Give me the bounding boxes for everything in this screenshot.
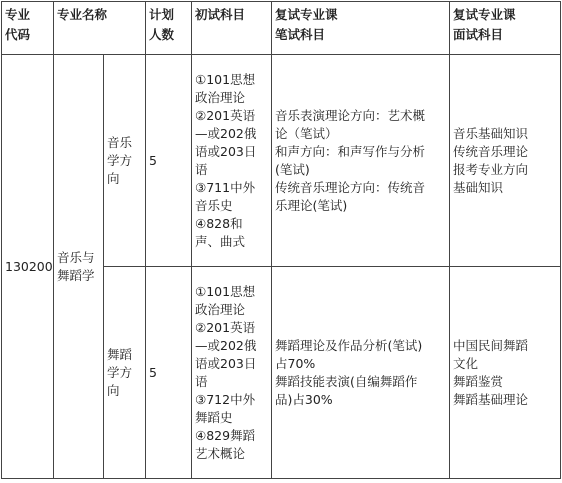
retest-written-dance: 舞蹈理论及作品分析(笔试) 占70% 舞蹈技能表演(自编舞蹈作 品)占30% (272, 267, 450, 479)
plan-count-music: 5 (146, 55, 192, 267)
retest-interview-music: 音乐基础知识 传统音乐理论 报考专业方向 基础知识 (450, 55, 561, 267)
direction-dance: 舞蹈 学方 向 (104, 267, 146, 479)
major-name-cell: 音乐与 舞蹈学 (54, 55, 104, 479)
direction-music: 音乐 学方 向 (104, 55, 146, 267)
table-row-music (2, 55, 561, 267)
retest-written-music: 音乐表演理论方向：艺术概 论（笔试） 和声方向：和声写作与分析 (笔试) 传统音乐理论方向：传统音 乐理论(笔试) (272, 55, 450, 267)
major-code: 130200 (5, 258, 53, 274)
plan-count-dance: 5 (146, 267, 192, 479)
header-major-code: 专业 代码 (2, 2, 54, 55)
admission-table (1, 1, 561, 479)
header-major-name: 专业名称 (54, 2, 146, 55)
first-exam-music: ①101思想 政治理论 ②201英语 —或202俄 语或203日 语 ③711中外 音乐史 ④828和 声、曲式 (192, 55, 272, 267)
retest-interview-dance: 中国民间舞蹈 文化 舞蹈鉴赏 舞蹈基础理论 (450, 267, 561, 479)
header-retest-interview: 复试专业课 面试科目 (450, 2, 561, 55)
major-code-cell (2, 55, 54, 479)
header-first-exam: 初试科目 (192, 2, 272, 55)
header-row (2, 2, 561, 55)
header-plan-count: 计划 人数 (146, 2, 192, 55)
header-retest-written: 复试专业课 笔试科目 (272, 2, 450, 55)
first-exam-dance: ①101思想 政治理论 ②201英语 —或202俄 语或203日 语 ③712中外 舞蹈史 ④829舞蹈 艺术概论 (192, 267, 272, 479)
